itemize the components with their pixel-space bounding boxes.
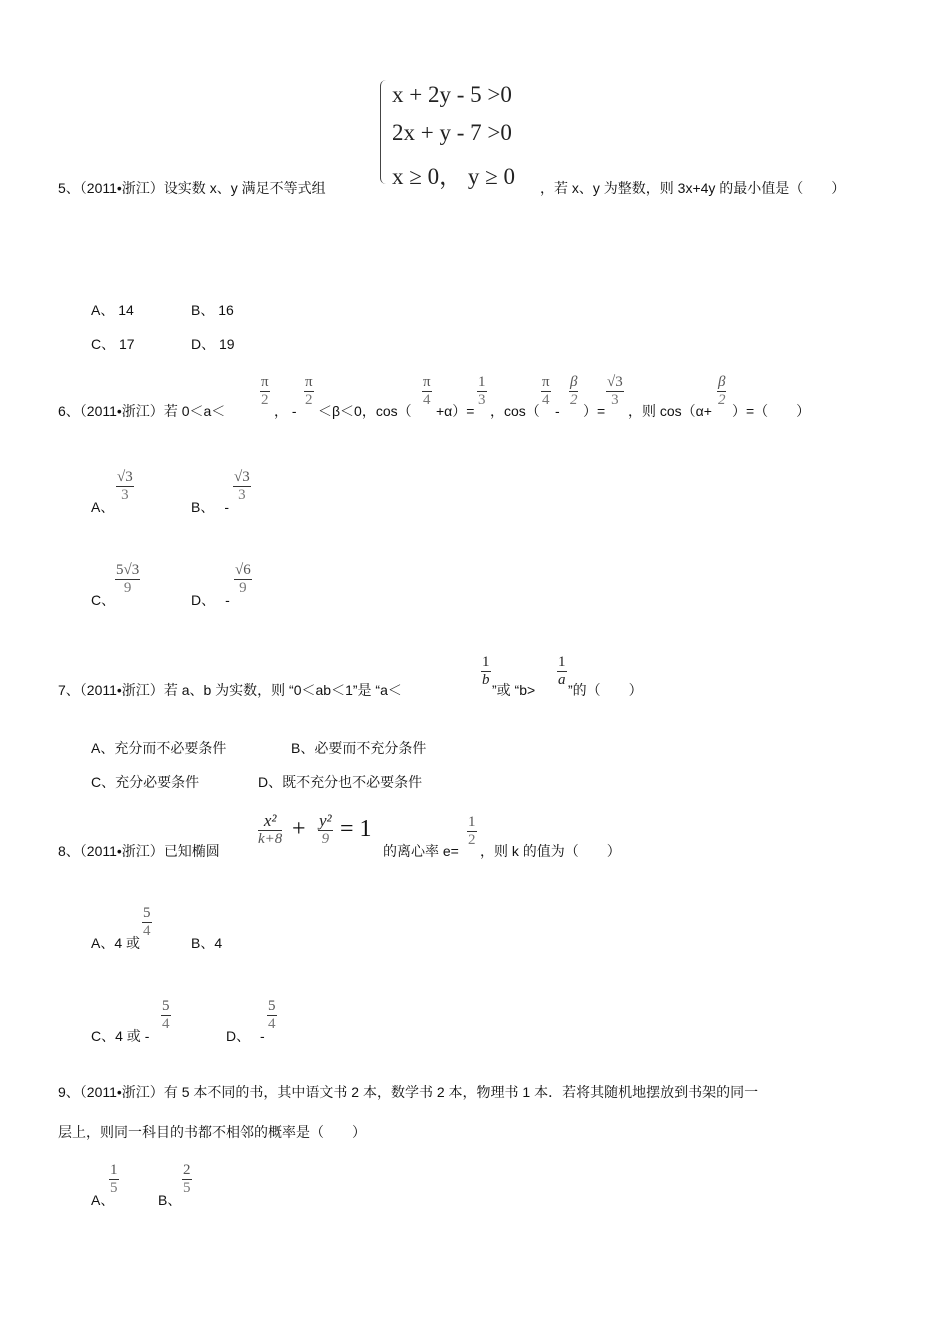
question-stem: [58, 681, 402, 699]
option-label: C、: [91, 592, 116, 608]
option-label: B、: [291, 740, 315, 756]
option-value: 4: [214, 935, 223, 951]
option-c[interactable]: [91, 1027, 149, 1045]
question-stem: [58, 179, 326, 197]
fraction-one-third: 1 3: [478, 374, 486, 408]
option-d[interactable]: [226, 1027, 265, 1045]
option-a-fraction: 1 5: [110, 1162, 118, 1196]
option-label: B、: [191, 499, 215, 515]
option-b-fraction: 2 5: [183, 1162, 191, 1196]
left-brace: [380, 80, 387, 184]
stem-text: +α）=: [436, 403, 475, 419]
fraction-pi-over-4: π 4: [542, 374, 550, 408]
plus-sign: +: [292, 816, 306, 842]
option-value: 4 或: [114, 935, 141, 951]
question-number: 6、: [58, 403, 80, 419]
stem-text: ，则 k 的值为（ ）: [480, 843, 621, 859]
question-number: 5、: [58, 180, 80, 196]
stem-text: ）=: [583, 403, 606, 419]
option-label: C、: [91, 1028, 116, 1044]
stem-text: ＜β＜0，cos（: [318, 403, 412, 419]
stem-text: 若 a、b 为实数，则 “0＜ab＜1”是 “a＜: [163, 682, 402, 698]
option-c-fraction: 5 4: [162, 998, 170, 1032]
option-a-fraction: √3 3: [117, 469, 133, 503]
option-value: 19: [219, 336, 235, 352]
option-label: A、: [91, 1192, 115, 1208]
option-b[interactable]: [158, 1191, 181, 1209]
inequality-system: [380, 78, 550, 190]
option-c[interactable]: [91, 591, 115, 609]
stem-text: ， -: [274, 403, 297, 419]
stem-text: -: [555, 403, 560, 419]
stem-text: 有 5 本不同的书，其中语文书 2 本，数学书 2 本，物理书 1 本．若将其随机地摆放到书架的同一: [163, 1084, 759, 1100]
fraction-one-half: 1 2: [468, 814, 476, 848]
option-a[interactable]: [91, 301, 134, 319]
stem-text: 的离心率 e=: [383, 843, 459, 859]
option-c[interactable]: [91, 773, 199, 791]
option-c-fraction: 5√3 9: [116, 562, 140, 596]
option-label: B、: [158, 1192, 182, 1208]
fraction-beta-over-2: β 2: [569, 374, 578, 408]
option-value: 充分而不必要条件: [114, 740, 227, 756]
option-value: 14: [118, 302, 134, 318]
fraction-pi-over-2: π 2: [261, 374, 269, 408]
option-label: A、: [91, 302, 115, 318]
term-y-squared: y² 9: [319, 811, 332, 847]
fraction-one-over-b: 1 b: [482, 654, 490, 688]
stem-text: ”或 “b>: [492, 682, 536, 698]
question-source: （2011•浙江）: [79, 403, 164, 419]
option-value: 4 或 -: [115, 1028, 150, 1044]
question-number: 7、: [58, 682, 80, 698]
option-sign: -: [225, 592, 230, 608]
equals-one: = 1: [340, 816, 372, 842]
option-d[interactable]: [258, 773, 422, 791]
inequality-2: 2x + y - 7 >0: [392, 120, 512, 145]
question-stem: [58, 842, 220, 860]
stem-text: ”的（ ）: [568, 682, 643, 698]
fraction-pi-over-4: π 4: [423, 374, 431, 408]
option-a-fraction: 5 4: [143, 905, 151, 939]
option-value: 充分必要条件: [115, 774, 200, 790]
inequality-3: x ≥ 0， y ≥ 0: [392, 164, 515, 189]
question-source: （2011•浙江）: [79, 682, 164, 698]
option-label: B、: [191, 935, 215, 951]
option-value: -: [256, 1028, 265, 1044]
question-stem: [58, 1083, 758, 1101]
option-d-fraction: √6 9: [235, 562, 251, 596]
option-d[interactable]: [191, 591, 230, 609]
question-stem: [58, 402, 225, 420]
fraction-one-over-a: 1 a: [558, 654, 566, 688]
option-label: D、: [191, 592, 216, 608]
fraction-beta-over-2: β 2: [717, 374, 726, 408]
option-b[interactable]: [291, 739, 426, 757]
option-value: 既不充分也不必要条件: [282, 774, 423, 790]
option-label: D、: [226, 1028, 251, 1044]
option-d-fraction: 5 4: [268, 998, 276, 1032]
stem-text: 已知椭圆: [163, 843, 220, 859]
option-label: D、: [191, 336, 216, 352]
option-label: A、: [91, 740, 115, 756]
stem-text-after: ，若 x、y 为整数，则 3x+4y 的最小值是（ ）: [540, 180, 846, 196]
inequality-1: x + 2y - 5 >0: [392, 82, 512, 107]
fraction-pi-over-2: π 2: [305, 374, 313, 408]
option-c[interactable]: [91, 335, 135, 353]
option-label: C、: [91, 774, 116, 790]
option-value: 17: [119, 336, 135, 352]
option-a[interactable]: [91, 934, 140, 952]
stem-text: ，则 cos（α+: [628, 403, 712, 419]
term-x-squared: x² k+8: [258, 811, 283, 847]
option-label: C、: [91, 336, 116, 352]
option-value: 16: [218, 302, 234, 318]
option-b[interactable]: [191, 934, 222, 952]
stem-text-line-2: 层上，则同一科目的书都不相邻的概率是（ ）: [58, 1124, 366, 1140]
stem-text: ，cos（: [490, 403, 540, 419]
option-b[interactable]: [191, 498, 229, 516]
option-label: B、: [191, 302, 215, 318]
option-a[interactable]: [91, 739, 226, 757]
option-d[interactable]: [191, 335, 235, 353]
question-source: （2011•浙江）: [79, 1084, 164, 1100]
option-b-fraction: √3 3: [234, 469, 250, 503]
question-source: （2011•浙江）: [79, 843, 164, 859]
option-label: A、: [91, 499, 115, 515]
question-source: （2011•浙江）: [79, 180, 164, 196]
stem-text: 设实数 x、y 满足不等式组: [163, 180, 326, 196]
fraction-sqrt3-over-3: √3 3: [607, 374, 623, 408]
question-number: 8、: [58, 843, 80, 859]
option-value: 必要而不充分条件: [314, 740, 427, 756]
option-sign: -: [224, 499, 230, 515]
option-b[interactable]: [191, 301, 234, 319]
question-number: 9、: [58, 1084, 80, 1100]
stem-text: ）=（ ）: [732, 403, 811, 419]
stem-text: 若 0＜a＜: [163, 403, 226, 419]
option-a[interactable]: [91, 498, 114, 516]
option-label: A、: [91, 935, 115, 951]
option-label: D、: [258, 774, 283, 790]
